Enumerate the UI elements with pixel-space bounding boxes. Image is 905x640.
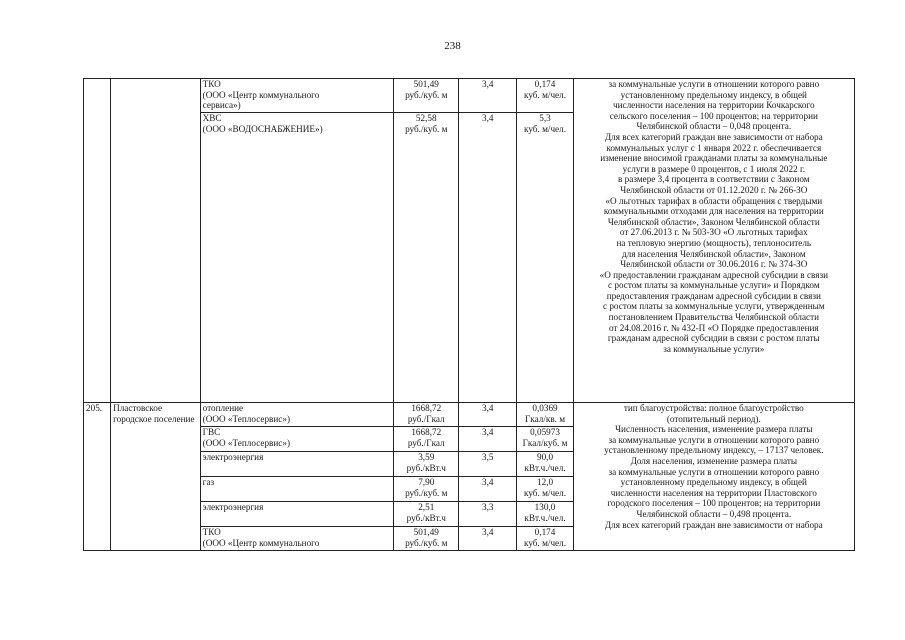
service-cell: ТКО (ООО «Центр коммунального	[200, 527, 394, 551]
service-cell: отопление (ООО «Теплосервис»)	[200, 403, 394, 427]
volume-cell: 0,05973 Гкал/куб. м	[517, 427, 573, 452]
index-cell: 3,4	[459, 427, 517, 452]
tariff-cell: 1668,72 руб./Гкал	[394, 403, 459, 427]
page-number: 238	[444, 40, 461, 52]
index-cell: 3,4	[459, 79, 517, 113]
municipality-cell	[111, 79, 201, 403]
index-cell: 3,4	[459, 403, 517, 427]
volume-cell: 90,0 кВт.ч./чел.	[517, 452, 573, 477]
tariff-cell: 1668,72 руб./Гкал	[394, 427, 459, 452]
tariff-cell: 7,90 руб./куб. м	[394, 477, 459, 502]
table-row	[84, 403, 855, 427]
service-cell: ГВС (ООО «Теплосервис»)	[200, 427, 394, 452]
municipality-cell: Пластовское городское поселение	[111, 403, 201, 551]
volume-cell: 12,0 куб. м/чел.	[517, 477, 573, 502]
service-cell: ХВС (ООО «ВОДОСНАБЖЕНИЕ»)	[200, 113, 394, 403]
index-cell: 3,4	[459, 527, 517, 551]
note-cell: за коммунальные услуги в отношении которого равно установленному предельному индексу, в общей численности населения на территории Кочкарского сельского поселения – 100 процентов; на территории Челябинской области – 0,048 процента. Для всех категорий граждан вне зависимости от набора коммунальных услуг с 1 января 2022 г. обеспечивается изменение вносимой гражданами платы за коммунальные услуги в размере 0 процентов, с 1 июля 2022 г. в размере 3,4 процента в соответствии с Законом Челябинской области от 01.12.2020 г. № 266-ЗО «О льготных тарифах в области обращения с твердыми коммунальными отходами для населения на территории Челябинской области», Законом Челябинской области от 27.06.2013 г. № 503-ЗО «О льготных тарифах на тепловую энергию (мощность), теплоноситель для населения Челябинской области», Законом Челябинской области от 30.06.2016 г. № 374-ЗО «О предоставлении гражданам адресной субсидии в связи с ростом платы за коммунальные услуги» и Порядком предоставления гражданам адресной субсидии в связи с ростом платы за коммунальные услуги, утвержденным постановлением Правительства Челябинской области от 24.08.2016 г. № 432-П «О Порядке предоставления гражданам адресной субсидии в связи с ростом платы за коммунальные услуги»	[573, 79, 854, 403]
tariff-cell: 501,49 руб./куб. м	[394, 79, 459, 113]
tariff-cell: 3,59 руб./кВт.ч	[394, 452, 459, 477]
index-cell: 3,5	[459, 452, 517, 477]
service-cell: ТКО (ООО «Центр коммунального сервиса»)	[200, 79, 394, 113]
note-cell: тип благоустройства: полное благоустройство (отопительный период). Численность населения, изменение размера платы за коммунальные услуги в отношении которого равно установленному предельному индексу, – 17137 человек. Доля населения, изменение размера платы за коммунальные услуги в отношении которого равно установленному предельному индексу, в общей численности населения на территории Пластовского городского поселения – 100 процентов; на территории Челябинской области – 0,498 процента. Для всех категорий граждан вне зависимости от набора	[573, 403, 854, 551]
row-number-cell: 205.	[84, 403, 111, 551]
service-cell: электроэнергия	[200, 452, 394, 477]
index-cell: 3,4	[459, 477, 517, 502]
row-number-cell	[84, 79, 111, 403]
volume-cell: 0,0369 Гкал/кв. м	[517, 403, 573, 427]
service-cell: электроэнергия	[200, 502, 394, 527]
volume-cell: 5,3 куб. м/чел.	[517, 113, 573, 403]
tariff-cell: 501,49 руб./куб. м	[394, 527, 459, 551]
service-cell: газ	[200, 477, 394, 502]
volume-cell: 0,174 куб. м/чел.	[517, 79, 573, 113]
tariff-cell: 52,58 руб./куб. м	[394, 113, 459, 403]
table-row	[84, 79, 855, 113]
volume-cell: 130,0 кВт.ч./чел.	[517, 502, 573, 527]
index-cell: 3,4	[459, 113, 517, 403]
volume-cell: 0,174 куб. м/чел.	[517, 527, 573, 551]
index-cell: 3,3	[459, 502, 517, 527]
tariff-cell: 2,51 руб./кВт.ч	[394, 502, 459, 527]
tariff-table	[83, 78, 855, 551]
